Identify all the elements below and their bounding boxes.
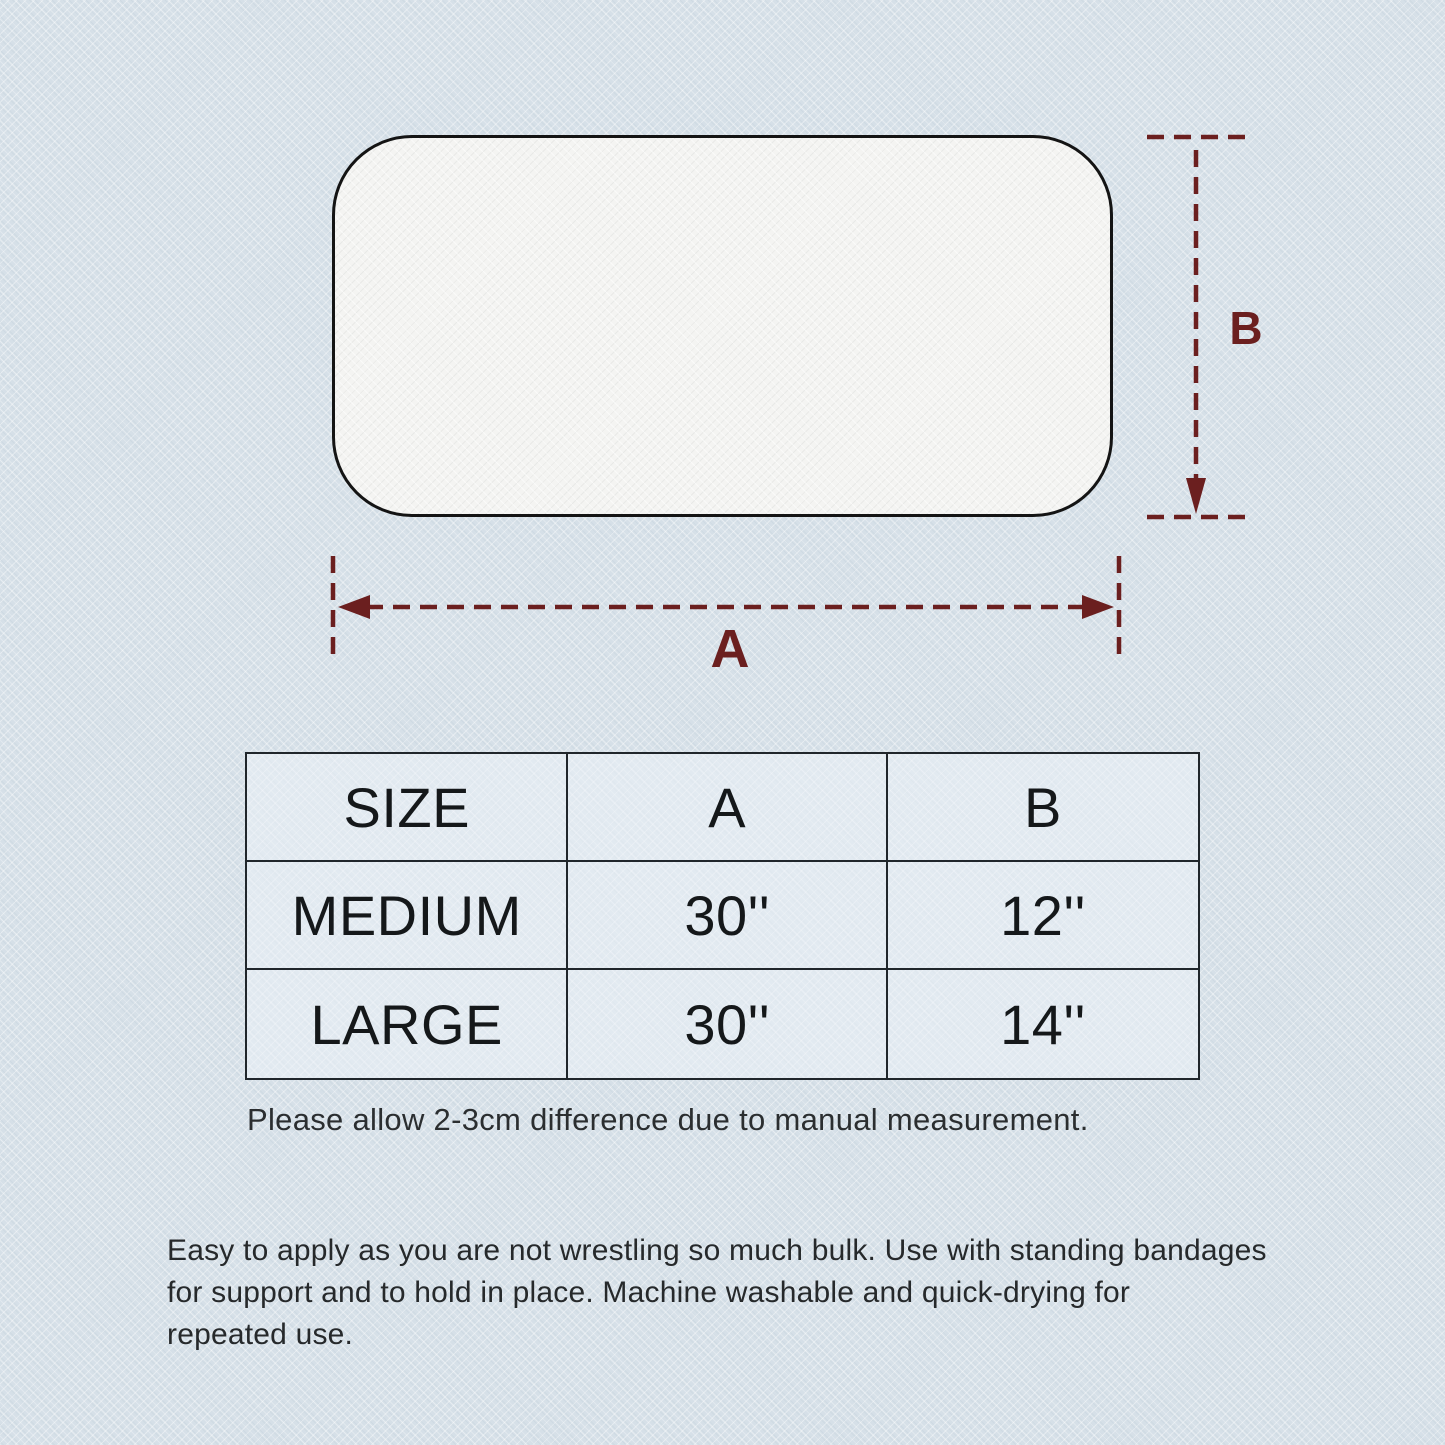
size-cell: MEDIUM	[247, 862, 568, 968]
size-table-row-medium	[247, 862, 1198, 970]
size-cell: 30''	[568, 862, 888, 968]
size-table-header-row	[247, 754, 1198, 862]
dim-a-arrowhead-left	[338, 595, 370, 619]
size-cell: LARGE	[247, 970, 568, 1078]
size-table-header-cell: A	[568, 754, 888, 860]
dim-a-arrowhead-right	[1082, 595, 1114, 619]
size-cell: 14''	[1000, 992, 1086, 1056]
size-table-header-cell: SIZE	[247, 754, 568, 860]
size-table	[245, 752, 1200, 1080]
description-line: Easy to apply as you are not wrestling so much bulk. Use with standing bandages	[167, 1234, 1267, 1267]
size-cell: 30''	[568, 970, 888, 1078]
size-table-row-large	[247, 970, 1198, 1078]
product-description	[167, 1230, 1267, 1356]
description-line: repeated use.	[167, 1318, 354, 1351]
size-table-header-cell: B	[1024, 775, 1062, 839]
measurement-note: Please allow 2-3cm difference due to manual measurement.	[247, 1102, 1089, 1137]
dim-b-arrowhead-down	[1186, 478, 1206, 514]
dimension-b-label: B	[1229, 302, 1263, 354]
size-cell: 12''	[1000, 883, 1086, 947]
description-line: for support and to hold in place. Machine washable and quick-drying for	[167, 1276, 1131, 1309]
product-pad-shape	[332, 135, 1113, 517]
dimension-a-label: A	[710, 619, 750, 679]
